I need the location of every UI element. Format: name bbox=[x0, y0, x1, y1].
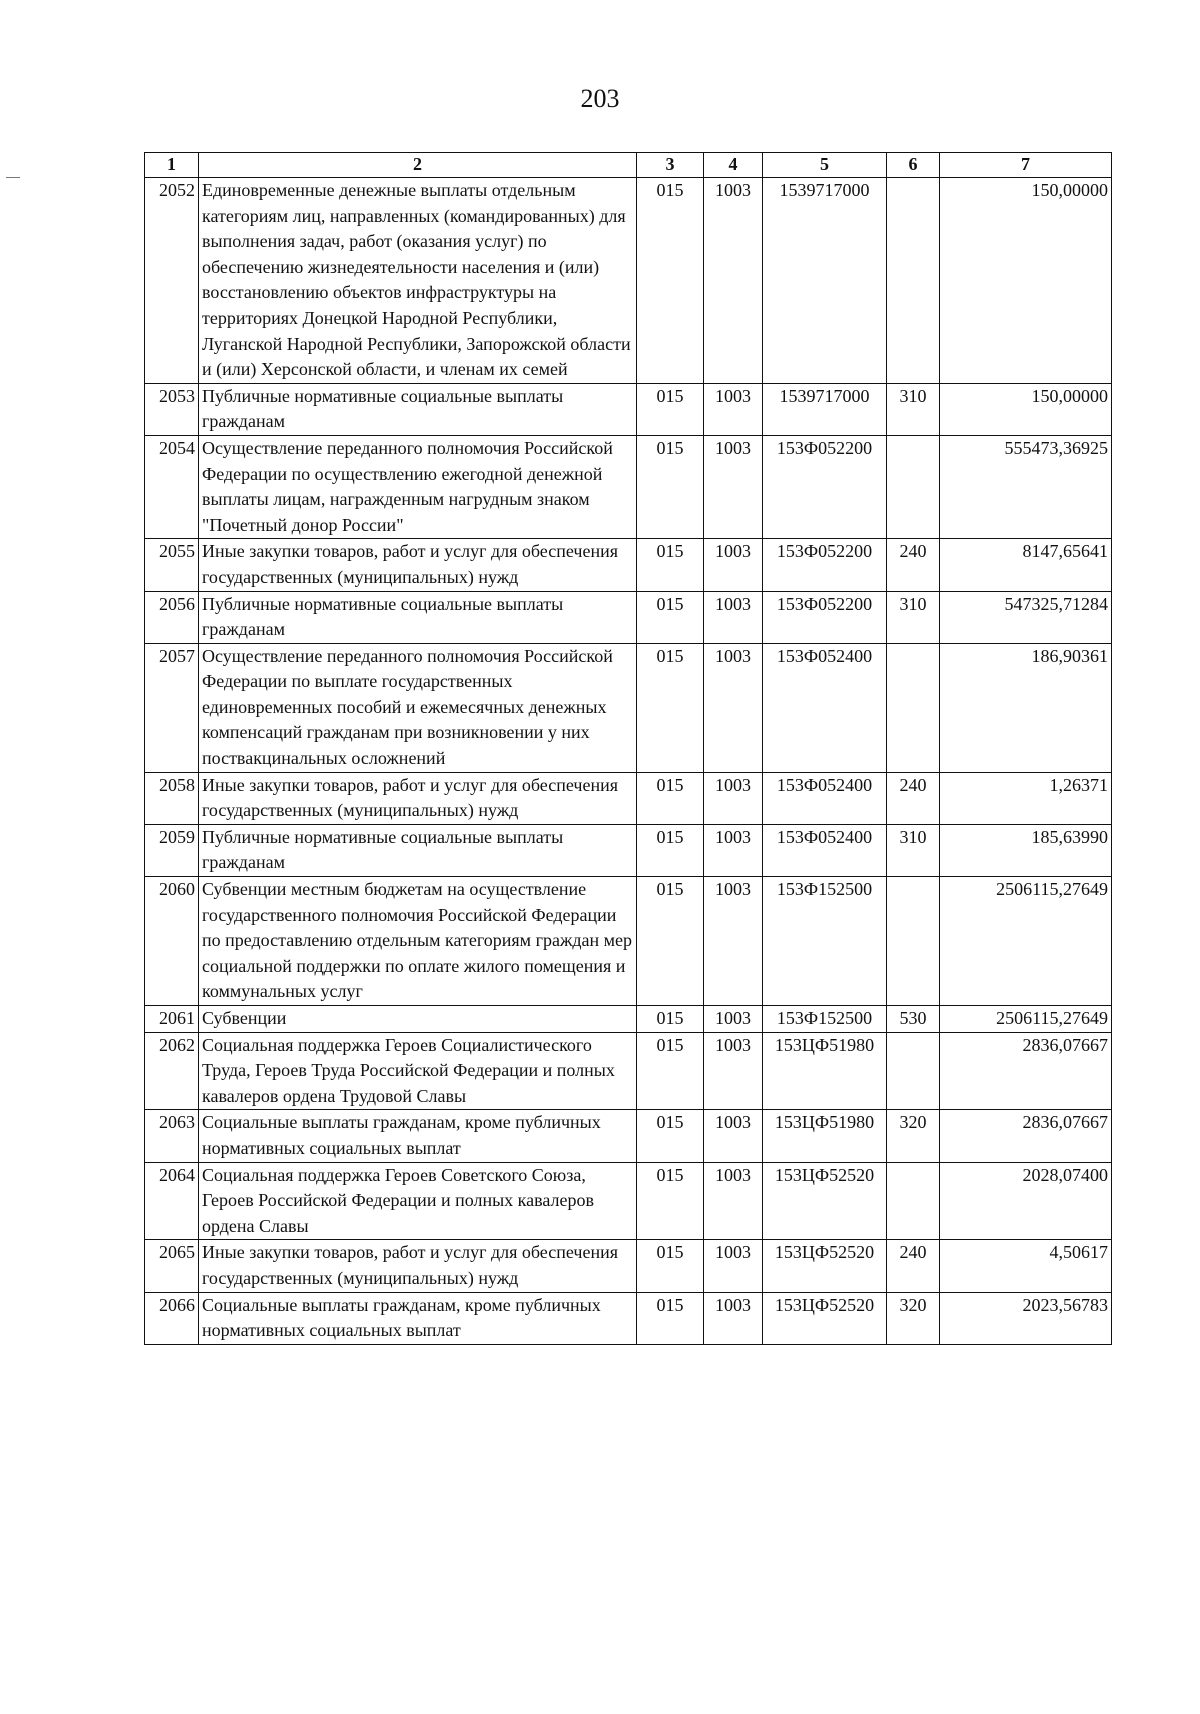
section-code: 1003 bbox=[704, 383, 763, 435]
ministry-code: 015 bbox=[637, 178, 704, 384]
expense-code bbox=[887, 643, 940, 772]
row-name: Социальные выплаты гражданам, кроме публичных нормативных социальных выплат bbox=[199, 1110, 637, 1162]
header-cell-2: 2 bbox=[199, 153, 637, 178]
ministry-code: 015 bbox=[637, 591, 704, 643]
amount: 555473,36925 bbox=[940, 435, 1112, 538]
target-code: 153Ф052400 bbox=[763, 772, 887, 824]
table-row bbox=[145, 591, 1112, 643]
row-name: Иные закупки товаров, работ и услуг для обеспечения государственных (муниципальных) нужд bbox=[199, 1240, 637, 1292]
row-number: 2063 bbox=[145, 1110, 199, 1162]
margin-mark bbox=[6, 177, 20, 178]
expense-code: 310 bbox=[887, 824, 940, 876]
expense-code bbox=[887, 1032, 940, 1110]
table-row bbox=[145, 643, 1112, 772]
row-number: 2058 bbox=[145, 772, 199, 824]
ministry-code: 015 bbox=[637, 877, 704, 1006]
section-code: 1003 bbox=[704, 1240, 763, 1292]
row-name: Осуществление переданного полномочия Российской Федерации по осуществлению ежегодной денежной выплаты лицам, награжденным нагрудным знаком "Почетный донор России" bbox=[199, 435, 637, 538]
section-code: 1003 bbox=[704, 824, 763, 876]
target-code: 153Ф152500 bbox=[763, 1006, 887, 1033]
amount: 2023,56783 bbox=[940, 1292, 1112, 1344]
table-row bbox=[145, 772, 1112, 824]
target-code: 153Ф152500 bbox=[763, 877, 887, 1006]
amount: 4,50617 bbox=[940, 1240, 1112, 1292]
expense-code: 320 bbox=[887, 1110, 940, 1162]
row-number: 2061 bbox=[145, 1006, 199, 1033]
target-code: 153Ф052400 bbox=[763, 643, 887, 772]
section-code: 1003 bbox=[704, 178, 763, 384]
table-row bbox=[145, 539, 1112, 591]
amount: 150,00000 bbox=[940, 178, 1112, 384]
expense-code bbox=[887, 1162, 940, 1240]
budget-table bbox=[144, 152, 1112, 1345]
table-body bbox=[145, 178, 1112, 1345]
row-name: Социальная поддержка Героев Социалистического Труда, Героев Труда Российской Федерации и полных кавалеров ордена Трудовой Славы bbox=[199, 1032, 637, 1110]
amount: 2506115,27649 bbox=[940, 1006, 1112, 1033]
amount: 185,63990 bbox=[940, 824, 1112, 876]
section-code: 1003 bbox=[704, 772, 763, 824]
section-code: 1003 bbox=[704, 539, 763, 591]
ministry-code: 015 bbox=[637, 1032, 704, 1110]
target-code: 1539717000 bbox=[763, 178, 887, 384]
row-number: 2052 bbox=[145, 178, 199, 384]
target-code: 153ЦФ51980 bbox=[763, 1032, 887, 1110]
amount: 2836,07667 bbox=[940, 1032, 1112, 1110]
expense-code: 310 bbox=[887, 591, 940, 643]
target-code: 153ЦФ52520 bbox=[763, 1292, 887, 1344]
expense-code bbox=[887, 435, 940, 538]
section-code: 1003 bbox=[704, 643, 763, 772]
row-number: 2055 bbox=[145, 539, 199, 591]
table-row bbox=[145, 1110, 1112, 1162]
row-name: Субвенции bbox=[199, 1006, 637, 1033]
ministry-code: 015 bbox=[637, 1292, 704, 1344]
section-code: 1003 bbox=[704, 1110, 763, 1162]
row-name: Публичные нормативные социальные выплаты гражданам bbox=[199, 824, 637, 876]
row-name: Единовременные денежные выплаты отдельным категориям лиц, направленных (командированных) для выполнения задач, работ (оказания услуг) по обеспечению жизнедеятельности населения и (или) восстановлению объектов инфраструктуры на территориях Донецкой Народной Республики, Луганской Народной Республики, Запорожской области и (или) Херсонской области, и членам их семей bbox=[199, 178, 637, 384]
ministry-code: 015 bbox=[637, 435, 704, 538]
row-name: Субвенции местным бюджетам на осуществление государственного полномочия Российской Федерации по предоставлению отдельным категориям граждан мер социальной поддержки по оплате жилого помещения и коммунальных услуг bbox=[199, 877, 637, 1006]
ministry-code: 015 bbox=[637, 539, 704, 591]
row-number: 2053 bbox=[145, 383, 199, 435]
row-name: Иные закупки товаров, работ и услуг для обеспечения государственных (муниципальных) нужд bbox=[199, 772, 637, 824]
ministry-code: 015 bbox=[637, 1162, 704, 1240]
table-row bbox=[145, 1240, 1112, 1292]
ministry-code: 015 bbox=[637, 824, 704, 876]
row-number: 2062 bbox=[145, 1032, 199, 1110]
row-name: Публичные нормативные социальные выплаты гражданам bbox=[199, 383, 637, 435]
expense-code: 240 bbox=[887, 1240, 940, 1292]
table-row bbox=[145, 1006, 1112, 1033]
row-number: 2056 bbox=[145, 591, 199, 643]
target-code: 1539717000 bbox=[763, 383, 887, 435]
row-name: Социальная поддержка Героев Советского Союза, Героев Российской Федерации и полных кавалеров ордена Славы bbox=[199, 1162, 637, 1240]
target-code: 153ЦФ51980 bbox=[763, 1110, 887, 1162]
row-name: Публичные нормативные социальные выплаты гражданам bbox=[199, 591, 637, 643]
amount: 2836,07667 bbox=[940, 1110, 1112, 1162]
amount: 8147,65641 bbox=[940, 539, 1112, 591]
expense-code: 240 bbox=[887, 539, 940, 591]
row-number: 2066 bbox=[145, 1292, 199, 1344]
table-row bbox=[145, 1032, 1112, 1110]
expense-code: 310 bbox=[887, 383, 940, 435]
section-code: 1003 bbox=[704, 1032, 763, 1110]
section-code: 1003 bbox=[704, 1162, 763, 1240]
ministry-code: 015 bbox=[637, 1110, 704, 1162]
section-code: 1003 bbox=[704, 435, 763, 538]
target-code: 153Ф052200 bbox=[763, 435, 887, 538]
row-number: 2065 bbox=[145, 1240, 199, 1292]
target-code: 153Ф052200 bbox=[763, 591, 887, 643]
table-row bbox=[145, 435, 1112, 538]
row-number: 2060 bbox=[145, 877, 199, 1006]
header-cell-3: 3 bbox=[637, 153, 704, 178]
table-row bbox=[145, 824, 1112, 876]
expense-code: 320 bbox=[887, 1292, 940, 1344]
section-code: 1003 bbox=[704, 1006, 763, 1033]
header-cell-5: 5 bbox=[763, 153, 887, 178]
amount: 2028,07400 bbox=[940, 1162, 1112, 1240]
row-number: 2054 bbox=[145, 435, 199, 538]
row-number: 2057 bbox=[145, 643, 199, 772]
target-code: 153Ф052200 bbox=[763, 539, 887, 591]
table-header bbox=[145, 153, 1112, 178]
table-row bbox=[145, 1292, 1112, 1344]
expense-code bbox=[887, 178, 940, 384]
page-number: 203 bbox=[580, 84, 620, 113]
section-code: 1003 bbox=[704, 591, 763, 643]
header-cell-4: 4 bbox=[704, 153, 763, 178]
target-code: 153ЦФ52520 bbox=[763, 1240, 887, 1292]
amount: 186,90361 bbox=[940, 643, 1112, 772]
target-code: 153ЦФ52520 bbox=[763, 1162, 887, 1240]
row-name: Иные закупки товаров, работ и услуг для обеспечения государственных (муниципальных) нужд bbox=[199, 539, 637, 591]
row-number: 2064 bbox=[145, 1162, 199, 1240]
ministry-code: 015 bbox=[637, 383, 704, 435]
table-row bbox=[145, 178, 1112, 384]
row-name: Осуществление переданного полномочия Российской Федерации по выплате государственных единовременных пособий и ежемесячных денежных компенсаций гражданам при возникновении у них поствакцинальных осложнений bbox=[199, 643, 637, 772]
row-name: Социальные выплаты гражданам, кроме публичных нормативных социальных выплат bbox=[199, 1292, 637, 1344]
amount: 150,00000 bbox=[940, 383, 1112, 435]
header-cell-7: 7 bbox=[940, 153, 1112, 178]
amount: 547325,71284 bbox=[940, 591, 1112, 643]
ministry-code: 015 bbox=[637, 643, 704, 772]
ministry-code: 015 bbox=[637, 1006, 704, 1033]
header-cell-6: 6 bbox=[887, 153, 940, 178]
amount: 2506115,27649 bbox=[940, 877, 1112, 1006]
target-code: 153Ф052400 bbox=[763, 824, 887, 876]
header-row bbox=[145, 153, 1112, 178]
section-code: 1003 bbox=[704, 877, 763, 1006]
ministry-code: 015 bbox=[637, 1240, 704, 1292]
row-number: 2059 bbox=[145, 824, 199, 876]
amount: 1,26371 bbox=[940, 772, 1112, 824]
expense-code: 530 bbox=[887, 1006, 940, 1033]
table-row bbox=[145, 877, 1112, 1006]
header-cell-1: 1 bbox=[145, 153, 199, 178]
section-code: 1003 bbox=[704, 1292, 763, 1344]
table-row bbox=[145, 383, 1112, 435]
table-row bbox=[145, 1162, 1112, 1240]
expense-code: 240 bbox=[887, 772, 940, 824]
expense-code bbox=[887, 877, 940, 1006]
ministry-code: 015 bbox=[637, 772, 704, 824]
